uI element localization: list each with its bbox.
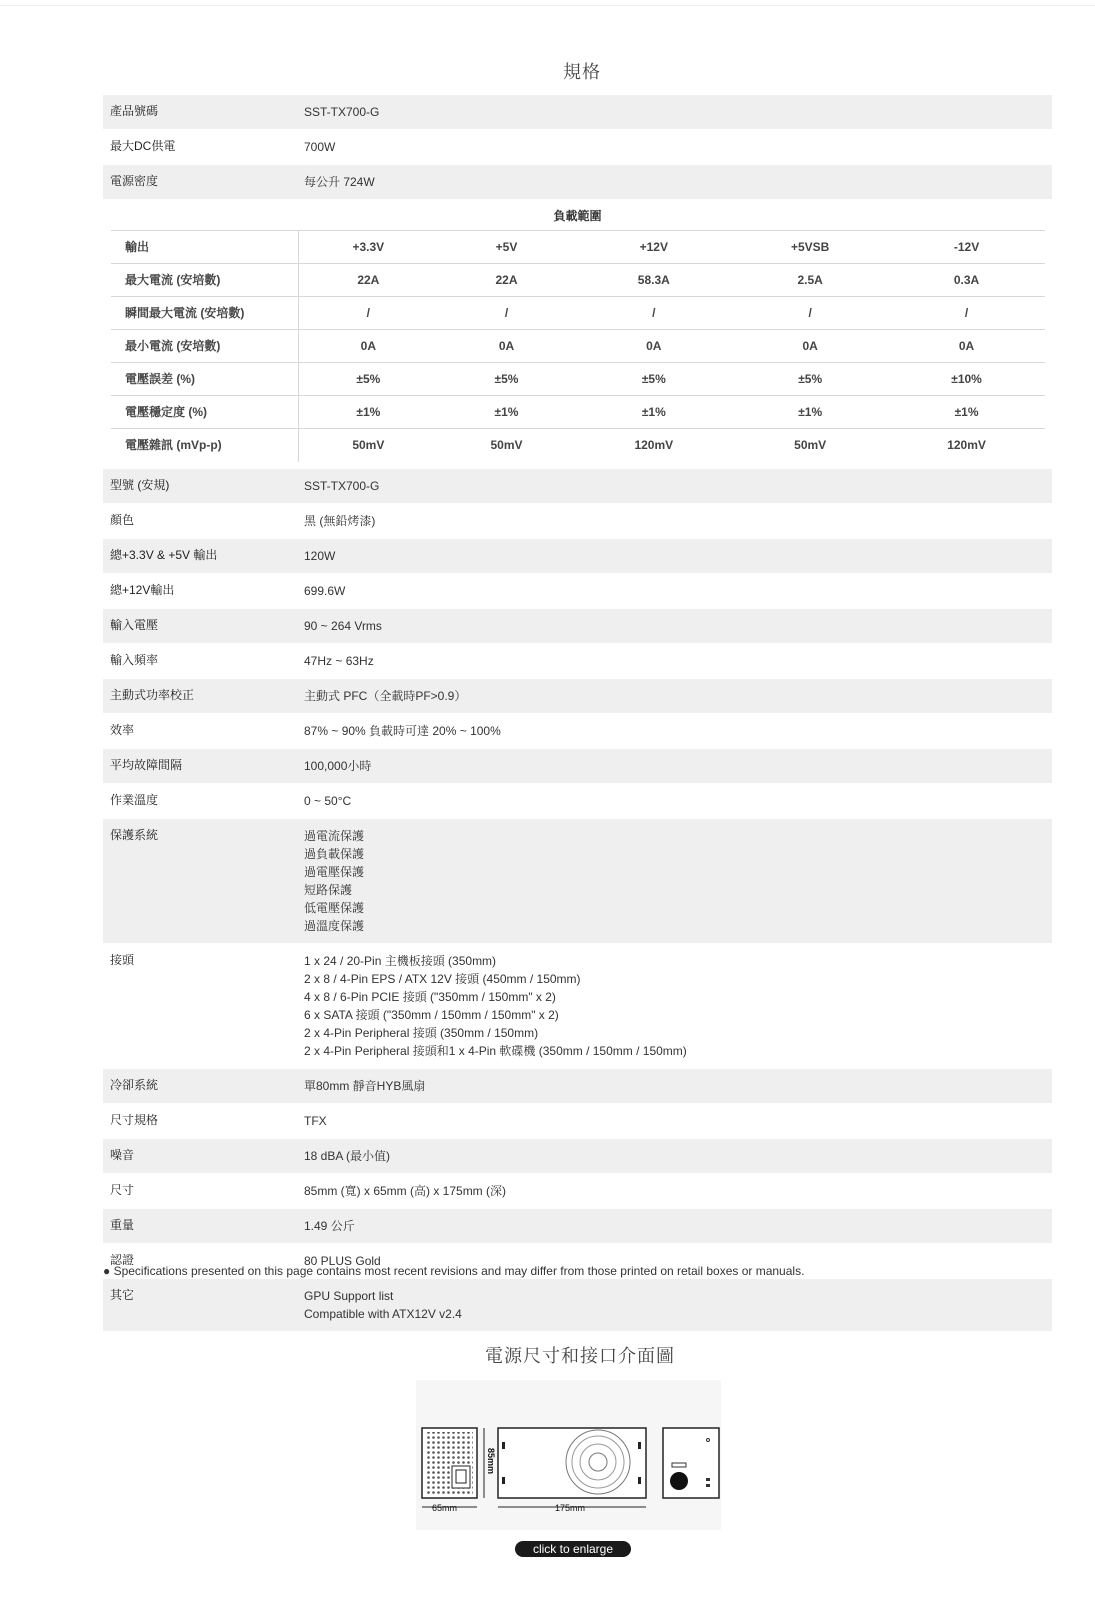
load-header-label: 輸出 (111, 231, 299, 264)
spec-value (297, 609, 1052, 644)
spec-label: 產品號碼 (103, 95, 297, 130)
load-cell: 50mV (299, 429, 438, 462)
spec-label: 輸入頻率 (103, 644, 297, 679)
spec-value-line: 699.6W (304, 584, 346, 598)
spec-row (103, 95, 1052, 130)
load-cell: ±1% (438, 396, 576, 429)
spec-value-line: 短路保護 (304, 883, 353, 897)
spec-value-line: 低電壓保護 (304, 901, 365, 915)
spec-value-line: Compatible with ATX12V v2.4 (304, 1307, 462, 1321)
load-row (111, 330, 1045, 363)
dimension-diagram[interactable] (416, 1380, 721, 1530)
load-cell: 120mV (888, 429, 1045, 462)
load-cell: 0A (438, 330, 576, 363)
spec-value-line: 6 x SATA 接頭 ("350mm / 150mm / 150mm" x 2) (304, 1008, 559, 1022)
spec-row (103, 749, 1052, 784)
diagram-title: 電源尺寸和接口介面圖 (485, 1346, 675, 1366)
spec-value-line: SST-TX700-G (304, 479, 380, 493)
top-divider (0, 5, 1095, 6)
spec-value (297, 784, 1052, 819)
spec-label: 重量 (103, 1209, 297, 1244)
spec-value (297, 165, 1052, 200)
spec-label: 尺寸 (103, 1174, 297, 1209)
load-cell: / (888, 297, 1045, 330)
spec-label: 保護系統 (103, 819, 297, 944)
spec-row (103, 714, 1052, 749)
spec-value-line: 0 ~ 50°C (304, 794, 352, 808)
spec-value (297, 1174, 1052, 1209)
load-row (111, 429, 1045, 462)
load-column-header: +5VSB (732, 231, 888, 264)
spec-value (297, 749, 1052, 784)
load-cell: 0.3A (888, 264, 1045, 297)
spec-row (103, 504, 1052, 539)
spec-row (103, 1104, 1052, 1139)
load-cell: ±1% (732, 396, 888, 429)
load-header-row (111, 231, 1045, 264)
spec-value (297, 644, 1052, 679)
spec-row (103, 819, 1052, 944)
spec-note: ● Specifications presented on this page contains most recent revisions and may differ from those printed on retail boxes or manuals. (103, 1264, 805, 1278)
height-label: 85mm (486, 1448, 496, 1475)
spec-value-line: 1 x 24 / 20-Pin 主機板接頭 (350mm) (304, 954, 497, 968)
load-row-label: 電壓穩定度 (%) (111, 396, 299, 429)
spec-row (103, 944, 1052, 1069)
load-heading: 負載範圍 (553, 209, 602, 223)
spec-row (103, 609, 1052, 644)
spec-value (297, 469, 1052, 504)
spec-value-line: 1.49 公斤 (304, 1219, 355, 1233)
spec-value-line: 2 x 8 / 4-Pin EPS / ATX 12V 接頭 (450mm / 150mm) (304, 972, 581, 986)
load-table (111, 230, 1045, 462)
spec-label: 總+12V輸出 (103, 574, 297, 609)
load-cell: ±5% (438, 363, 576, 396)
spec-row (103, 784, 1052, 819)
spec-value-line: 4 x 8 / 6-Pin PCIE 接頭 ("350mm / 150mm" x 2) (304, 990, 556, 1004)
spec-label: 電源密度 (103, 165, 297, 200)
load-column-header: +3.3V (299, 231, 438, 264)
spec-row (103, 130, 1052, 165)
load-row (111, 396, 1045, 429)
spec-row (103, 1279, 1052, 1332)
spec-label: 主動式功率校正 (103, 679, 297, 714)
spec-row (103, 574, 1052, 609)
load-row-label: 瞬間最大電流 (安培數) (111, 297, 299, 330)
spec-value (297, 1104, 1052, 1139)
spec-value (297, 574, 1052, 609)
load-row (111, 264, 1045, 297)
spec-value (297, 539, 1052, 574)
load-cell: 50mV (438, 429, 576, 462)
spec-label: 輸入電壓 (103, 609, 297, 644)
spec-value (297, 714, 1052, 749)
spec-label: 其它 (103, 1279, 297, 1332)
spec-value (297, 944, 1052, 1069)
spec-label: 接頭 (103, 944, 297, 1069)
load-column-header: -12V (888, 231, 1045, 264)
spec-value-line: 47Hz ~ 63Hz (304, 654, 374, 668)
spec-label: 總+3.3V & +5V 輸出 (103, 539, 297, 574)
load-cell: 22A (299, 264, 438, 297)
spec-value-line: SST-TX700-G (304, 105, 380, 119)
load-cell: ±5% (575, 363, 732, 396)
spec-value-line: 87% ~ 90% 負載時可達 20% ~ 100% (304, 724, 501, 738)
spec-value-line: 90 ~ 264 Vrms (304, 619, 382, 633)
spec-value-line: 單80mm 靜音HYB風扇 (304, 1079, 426, 1093)
load-cell: 120mV (575, 429, 732, 462)
load-row-label: 電壓誤差 (%) (111, 363, 299, 396)
load-column-header: +12V (575, 231, 732, 264)
load-cell: 2.5A (732, 264, 888, 297)
load-cell: ±10% (888, 363, 1045, 396)
load-cell: 0A (888, 330, 1045, 363)
load-row-label: 電壓雜訊 (mVp-p) (111, 429, 299, 462)
spec-value-line: 過溫度保護 (304, 919, 365, 933)
spec-value-line: 過電流保護 (304, 829, 365, 843)
spec-value-line: GPU Support list (304, 1289, 394, 1303)
spec-value (297, 504, 1052, 539)
spec-value (297, 819, 1052, 944)
load-row-label: 最大電流 (安培數) (111, 264, 299, 297)
spec-value (297, 95, 1052, 130)
load-cell: ±1% (299, 396, 438, 429)
spec-value-line: 700W (304, 140, 336, 154)
psu-dimension-drawing (416, 1380, 721, 1530)
load-cell: / (575, 297, 732, 330)
spec-row (103, 539, 1052, 574)
load-cell: 0A (575, 330, 732, 363)
spec-value (297, 1139, 1052, 1174)
spec-value-line: 過電壓保護 (304, 865, 365, 879)
spec-value-line: 80 PLUS Gold (304, 1254, 381, 1268)
load-column-header: +5V (438, 231, 576, 264)
spec-title: 規格 (563, 62, 601, 82)
load-cell: ±5% (299, 363, 438, 396)
spec-label: 噪音 (103, 1139, 297, 1174)
spec-row (103, 1209, 1052, 1244)
load-cell: / (732, 297, 888, 330)
spec-value-line: 黑 (無鉛烤漆) (304, 514, 376, 528)
load-row-label: 最小電流 (安培數) (111, 330, 299, 363)
load-row (111, 297, 1045, 330)
spec-label: 認證 (103, 1244, 297, 1279)
load-section (103, 200, 1052, 469)
load-cell: 0A (732, 330, 888, 363)
load-cell: 22A (438, 264, 576, 297)
load-cell: 50mV (732, 429, 888, 462)
spec-value-line: 120W (304, 549, 336, 563)
depth-label: 175mm (555, 1503, 586, 1513)
spec-value-line: 2 x 4-Pin Peripheral 接頭和1 x 4-Pin 軟碟機 (350mm / 150mm / 150mm) (304, 1044, 687, 1058)
load-row (111, 363, 1045, 396)
spec-label: 冷卻系統 (103, 1069, 297, 1104)
spec-value-line: 85mm (寬) x 65mm (高) x 175mm (深) (304, 1184, 507, 1198)
spec-value-line: 主動式 PFC（全載時PF>0.9） (304, 689, 467, 703)
spec-value-line: 2 x 4-Pin Peripheral 接頭 (350mm / 150mm) (304, 1026, 539, 1040)
spec-value (297, 130, 1052, 165)
spec-value (297, 679, 1052, 714)
load-cell: / (299, 297, 438, 330)
load-cell: 58.3A (575, 264, 732, 297)
spec-value (297, 1209, 1052, 1244)
spec-label: 型號 (安規) (103, 469, 297, 504)
load-cell: ±5% (732, 363, 888, 396)
spec-row (103, 679, 1052, 714)
spec-row (103, 469, 1052, 504)
spec-label: 作業溫度 (103, 784, 297, 819)
spec-label: 顏色 (103, 504, 297, 539)
spec-value-line: 過負載保護 (304, 847, 365, 861)
load-cell: / (438, 297, 576, 330)
spec-row (103, 644, 1052, 679)
spec-value-line: 100,000小時 (304, 759, 372, 773)
spec-row (103, 1174, 1052, 1209)
enlarge-button[interactable]: click to enlarge (515, 1541, 631, 1557)
load-cell: 0A (299, 330, 438, 363)
spec-table (103, 95, 1052, 1332)
load-cell: ±1% (575, 396, 732, 429)
spec-value-line: TFX (304, 1114, 327, 1128)
spec-row (103, 1139, 1052, 1174)
spec-label: 尺寸規格 (103, 1104, 297, 1139)
load-cell: ±1% (888, 396, 1045, 429)
spec-label: 最大DC供電 (103, 130, 297, 165)
spec-value-line: 每公升 724W (304, 175, 375, 189)
spec-row (103, 165, 1052, 200)
spec-row (103, 1069, 1052, 1104)
spec-value (297, 1069, 1052, 1104)
spec-label: 平均故障間隔 (103, 749, 297, 784)
spec-value-line: 18 dBA (最小值) (304, 1149, 391, 1163)
width-label: 65mm (432, 1503, 458, 1513)
spec-value (297, 1279, 1052, 1332)
spec-label: 效率 (103, 714, 297, 749)
